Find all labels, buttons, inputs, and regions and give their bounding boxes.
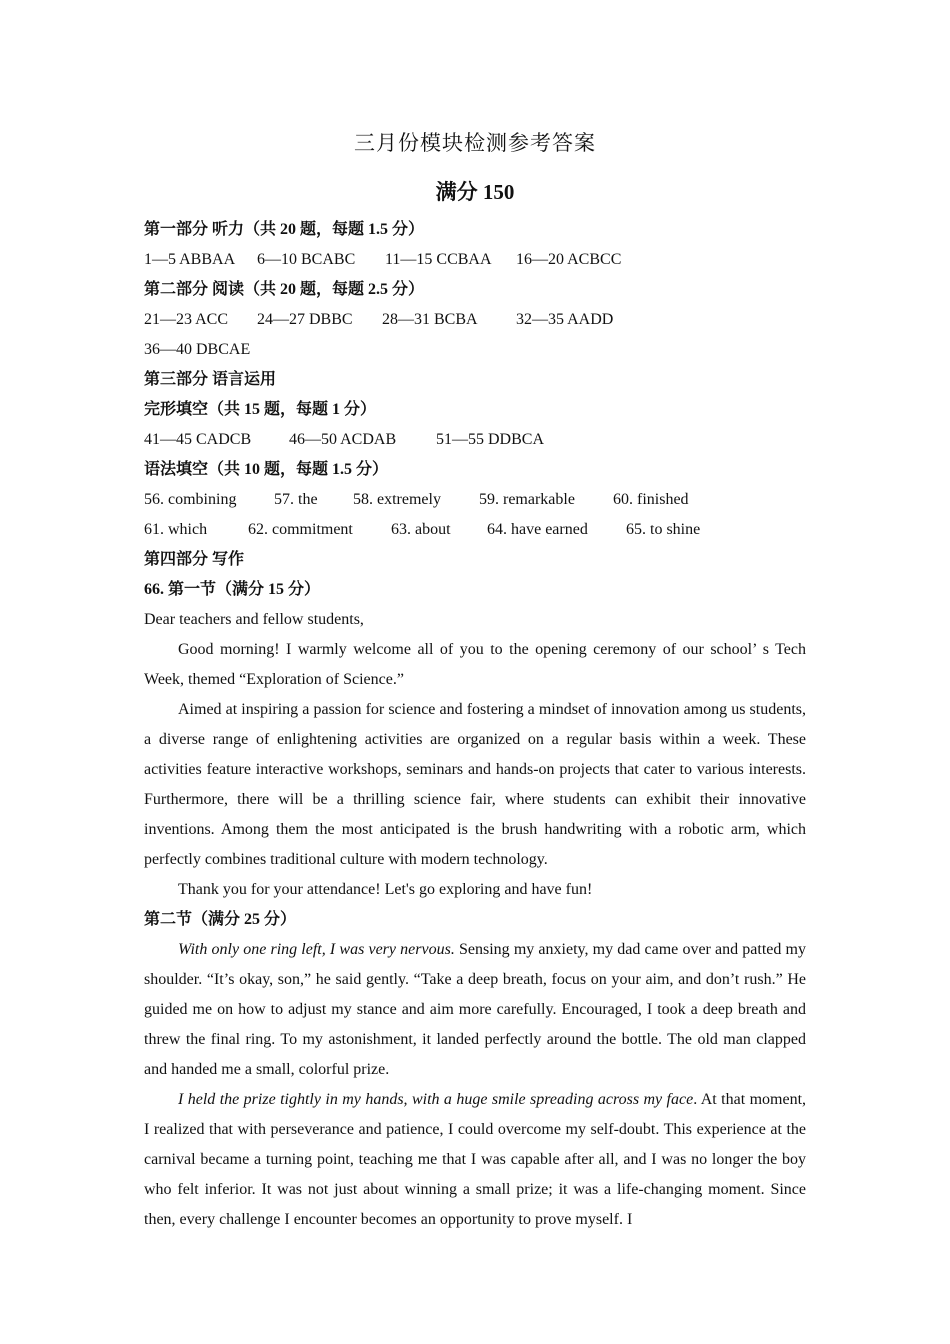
content <box>144 215 806 1235</box>
answer-group: 21—23 ACC <box>144 311 229 328</box>
speech-paragraph-3: Thank you for your attendance! Let's go exploring and have fun! <box>178 881 593 898</box>
cloze-heading: 完形填空（共 15 题，每题 1 分） <box>144 401 377 418</box>
answer-group: 41—45 CADCB <box>144 431 252 448</box>
answer-group: 36—40 DBCAE <box>144 341 251 358</box>
full-score: 满分 150 <box>435 180 515 204</box>
story-paragraph-2 <box>144 1085 806 1235</box>
story-opening-sentence: With only one ring left, I was very nervous. <box>178 941 455 958</box>
section1-heading: 66. 第一节（满分 15 分） <box>144 581 321 598</box>
answer-item: 62. commitment <box>248 521 353 538</box>
answer-item: 63. about <box>391 521 451 538</box>
part1-heading: 第一部分 听力（共 20 题，每题 1.5 分） <box>144 221 425 238</box>
answer-group: 24—27 DBBC <box>257 311 353 328</box>
answer-group: 51—55 DDBCA <box>436 431 545 448</box>
answer-group: 32—35 AADD <box>516 311 614 328</box>
answer-item: 64. have earned <box>487 521 588 538</box>
answer-item: 58. extremely <box>353 491 441 508</box>
answer-group: 28—31 BCBA <box>382 311 478 328</box>
answer-group: 46—50 ACDAB <box>289 431 397 448</box>
part4-heading: 第四部分 写作 <box>144 551 245 568</box>
grammar-answers-row2 <box>144 515 806 545</box>
part2-heading: 第二部分 阅读（共 20 题，每题 2.5 分） <box>144 281 425 298</box>
section2-heading: 第二节（满分 25 分） <box>144 911 297 928</box>
story-paragraph-1 <box>144 935 806 1085</box>
answer-group: 11—15 CCBAA <box>385 251 492 268</box>
grammar-heading: 语法填空（共 10 题，每题 1.5 分） <box>144 461 389 478</box>
part3-heading: 第三部分 语言运用 <box>144 371 277 388</box>
part2-answers-row1 <box>144 305 806 335</box>
answer-group: 1—5 ABBAA <box>144 251 236 268</box>
answer-item: 61. which <box>144 521 208 538</box>
answer-item: 59. remarkable <box>479 491 575 508</box>
part2-answers-row2 <box>144 335 806 365</box>
page-title: 三月份模块检测参考答案 <box>354 131 596 155</box>
letter-greeting: Dear teachers and fellow students, <box>144 611 364 628</box>
cloze-answers <box>144 425 806 455</box>
answer-group: 16—20 ACBCC <box>516 251 622 268</box>
part1-answers <box>144 245 806 275</box>
story-paragraph-2-text: . At that moment, I realized that with perseverance and patience, I could overcome my self-doubt. This experience at the carnival became a turning point, teaching me that I was capable after all, and I was no longer the boy who felt inferior. It was not just about winning a small prize; it was a life-changing moment. Since then, every challenge I encounter becomes an opportunity to prove myself. I <box>144 1091 807 1228</box>
answer-item: 56. combining <box>144 491 237 508</box>
speech-paragraph-2: Aimed at inspiring a passion for science and fostering a mindset of innovation among us students, a diverse range of enlightening activities are organized on a regular basis within a week. These activities feature interactive workshops, seminars and hands-on projects that cater to various interests. Furthermore, there will be a thrilling science fair, where students can exhibit their innovative inventions. Among them the most anticipated is the brush handwriting with a robotic arm, which perfectly combines traditional culture with modern technology. <box>144 701 806 868</box>
story-second-opening: I held the prize tightly in my hands, with a huge smile spreading across my face <box>178 1091 694 1108</box>
answer-item: 57. the <box>274 491 318 508</box>
answer-group: 6—10 BCABC <box>257 251 356 268</box>
grammar-answers-row1 <box>144 485 806 515</box>
answer-item: 60. finished <box>613 491 689 508</box>
answer-item: 65. to shine <box>626 521 701 538</box>
speech-paragraph-1: Good morning! I warmly welcome all of you to the opening ceremony of our school’ s Tech Week, themed “Exploration of Science.” <box>144 641 806 688</box>
story-paragraph-1-text: Sensing my anxiety, my dad came over and patted my shoulder. “It’s okay, son,” he said gently. “Take a deep breath, focus on your aim, and don’t rush.” He guided me on how to adjust my stance and aim more carefully. Encouraged, I took a deep breath and threw the final ring. To my astonishment, it landed perfectly around the bottle. The old man clapped and handed me a small, colorful prize. <box>144 941 806 1078</box>
